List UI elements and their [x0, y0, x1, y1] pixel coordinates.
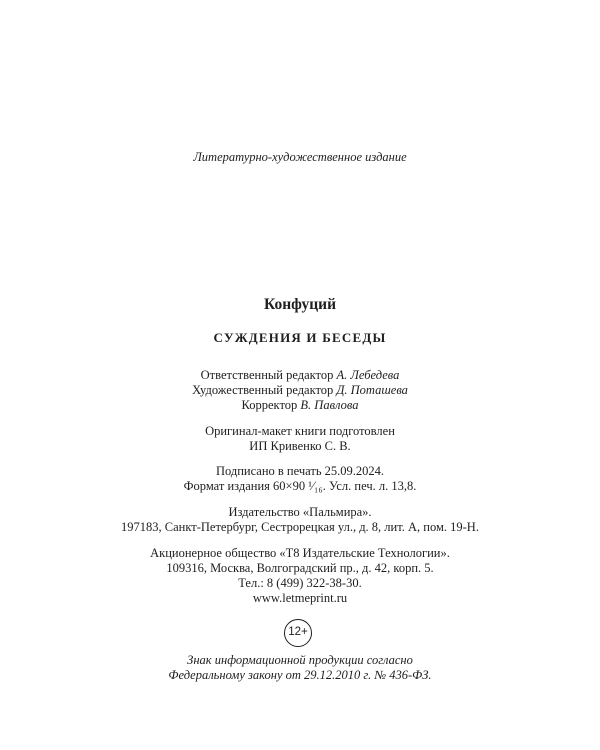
credit-chief-editor [0, 368, 600, 383]
age-notice-line: Знак информационной продукции согласно [187, 653, 413, 667]
publisher-line: Издательство «Пальмира». [228, 505, 372, 519]
printer-website: www.letmeprint.ru [252, 591, 348, 605]
printer-line: 109316, Москва, Волгоградский пр., д. 42, корп. 5. [166, 561, 434, 575]
age-rating-badge: 12+ [284, 619, 312, 647]
credit-proofreader [0, 398, 600, 413]
credit-person: Д. Поташева [336, 383, 408, 397]
credit-role: Художественный редактор [192, 383, 337, 397]
publisher-line: 197183, Санкт-Петербург, Сестрорецкая ул., д. 8, лит. А, пом. 19-Н. [121, 520, 479, 534]
edition-type: Литературно-художественное издание [193, 150, 407, 164]
credit-role: Корректор [241, 398, 301, 412]
print-info-line: Подписано в печать 25.09.2024. [215, 464, 385, 478]
author-name: Конфуций [263, 296, 337, 313]
print-info-line: Формат издания 60×90 ¹⁄₁₆. Усл. печ. л. 13,8. [183, 479, 417, 493]
book-title: СУЖДЕНИЯ И БЕСЕДЫ [213, 330, 387, 345]
age-notice-line: Федеральному закону от 29.12.2010 г. № 436-ФЗ. [168, 668, 432, 682]
credit-person: В. Павлова [300, 398, 359, 412]
printer-line: Акционерное общество «Т8 Издательские Технологии». [150, 546, 450, 560]
layout-credit-line: ИП Кривенко С. В. [249, 439, 351, 453]
layout-credit-line: Оригинал-макет книги подготовлен [205, 424, 395, 438]
credit-art-editor [0, 383, 600, 398]
printer-line: Тел.: 8 (499) 322-38-30. [238, 576, 362, 590]
credit-person: А. Лебедева [336, 368, 400, 382]
credit-role: Ответственный редактор [200, 368, 337, 382]
